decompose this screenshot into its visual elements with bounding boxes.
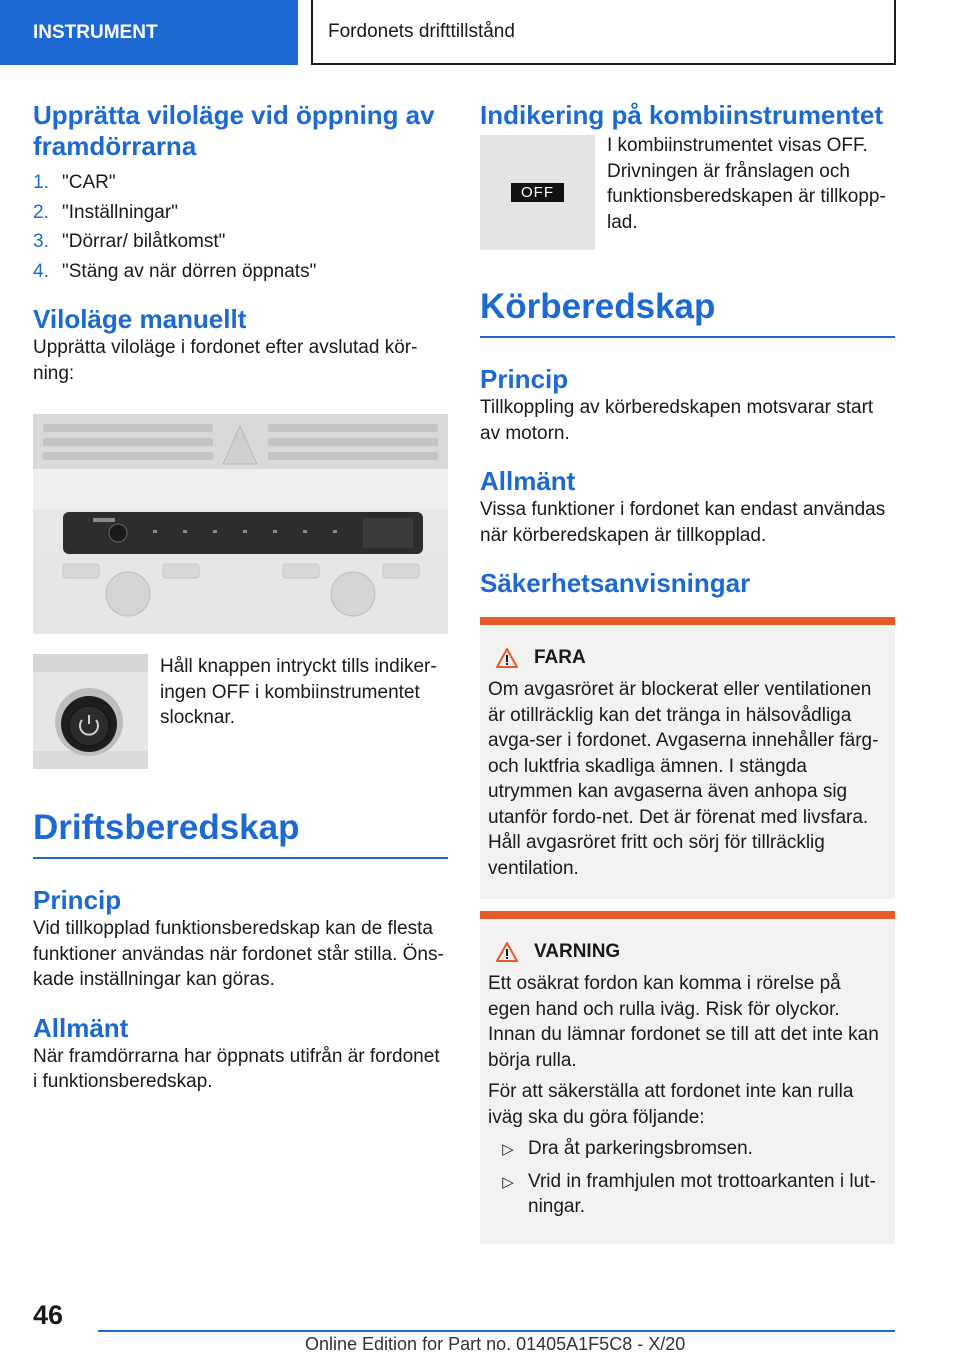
off-indicator-image xyxy=(480,135,595,250)
step-item: 3. "Dörrar/ bilåtkomst" xyxy=(33,231,226,252)
bullet-triangle-icon: ▷ xyxy=(502,1173,514,1191)
left-column xyxy=(33,100,448,1095)
drive-principle-text: Tillkoppling av körberedskapen motsvarar start av motorn. xyxy=(480,397,874,444)
list-item: ▷ Dra åt parkeringsbromsen. xyxy=(488,1136,887,1163)
principle-text: Vid tillkopplad funktionsberedskap kan de flesta funktioner användas när fordonet står stilla. Öns-kade inställningar kan göras. xyxy=(33,918,444,990)
button-figure xyxy=(33,654,448,769)
rest-mode-manual-text: Upprätta viloläge i fordonet efter avslutad kör-ning: xyxy=(33,337,418,384)
principle-heading: Princip xyxy=(33,885,122,915)
danger-box xyxy=(480,617,895,899)
operating-readiness-heading: Driftsberedskap xyxy=(33,807,448,859)
right-column xyxy=(480,100,895,1244)
power-button-photo xyxy=(33,654,148,769)
step-item: 4. "Stäng av när dörren öppnats" xyxy=(33,260,317,282)
warning-text-2: För att säkerställa att fordonet inte kan rulla iväg ska du göra följande: xyxy=(488,1081,854,1128)
drive-principle-heading: Princip xyxy=(480,364,569,394)
warning-title xyxy=(496,941,887,963)
rest-mode-steps xyxy=(33,170,448,284)
topic-tab xyxy=(311,0,896,65)
danger-title xyxy=(496,647,887,669)
warning-bullets xyxy=(488,1136,887,1220)
off-indicator-label: OFF xyxy=(511,183,564,202)
warning-triangle-icon xyxy=(496,648,518,668)
step-item: 1. "CAR" xyxy=(33,172,116,193)
page-number: 46 xyxy=(33,1300,64,1330)
drive-general-heading: Allmänt xyxy=(480,466,576,496)
safety-heading: Säkerhetsanvisningar xyxy=(480,568,751,598)
cluster-heading: Indikering på kombiinstrumentet xyxy=(480,100,884,130)
drive-general-text: Vissa funktioner i fordonet kan endast användas när körberedskapen är tillkopplad. xyxy=(480,499,886,546)
section-label: INSTRUMENT xyxy=(33,21,158,43)
general-text: När framdörrarna har öppnats utifrån är fordonet i funktionsberedskap. xyxy=(33,1045,440,1092)
topic-label: Fordonets drifttillstånd xyxy=(328,20,515,42)
section-tab xyxy=(0,0,298,65)
warning-text-1: Ett osäkrat fordon kan komma i rörelse på egen hand och rulla iväg. Risk för olyckor. Innan du lämnar fordonet se till att det inte kan börja rulla. xyxy=(488,973,879,1071)
warning-label: VARNING xyxy=(534,941,621,962)
rest-mode-manual-heading: Viloläge manuellt xyxy=(33,304,247,334)
power-button-illustration xyxy=(33,654,148,769)
console-photo xyxy=(33,414,448,634)
warning-box xyxy=(480,911,895,1244)
footer-divider xyxy=(98,1330,895,1332)
button-instruction-text: Håll knappen intryckt tills indiker-ingen OFF i kombiinstrumentet slocknar. xyxy=(160,656,437,728)
step-item: 2. "Inställningar" xyxy=(33,201,178,223)
cluster-figure xyxy=(480,135,895,250)
danger-label: FARA xyxy=(534,647,586,668)
console-illustration xyxy=(33,414,448,634)
rest-mode-door-heading: Upprätta viloläge vid öppning av framdörrarna xyxy=(33,100,435,161)
drive-readiness-heading: Körberedskap xyxy=(480,286,895,338)
general-heading: Allmänt xyxy=(33,1012,129,1043)
cluster-text: I kombiinstrumentet visas OFF. Drivningen är frånslagen och funktionsberedskapen är tillkopp-lad. xyxy=(607,135,886,233)
danger-text: Om avgasröret är blockerat eller ventilationen är otillräcklig kan det tränga in hälsovådliga avga-ser i fordonet. Avgaserna innehåller färg- och luktfria skadliga ämnen. I stängda utrymmen kan avgaserna även anhopa sig utanför fordo-net. Det är förenat med livsfara. Håll avgasröret fritt och sörj för tillräcklig ventilation. xyxy=(488,679,879,879)
bullet-triangle-icon: ▷ xyxy=(502,1141,514,1158)
warning-triangle-icon xyxy=(496,942,518,962)
list-item: ▷ Vrid in framhjulen mot trottoarkanten i lut-ningar. xyxy=(488,1169,887,1220)
edition-text: Online Edition for Part no. 01405A1F5C8 - X/20 xyxy=(305,1334,686,1354)
